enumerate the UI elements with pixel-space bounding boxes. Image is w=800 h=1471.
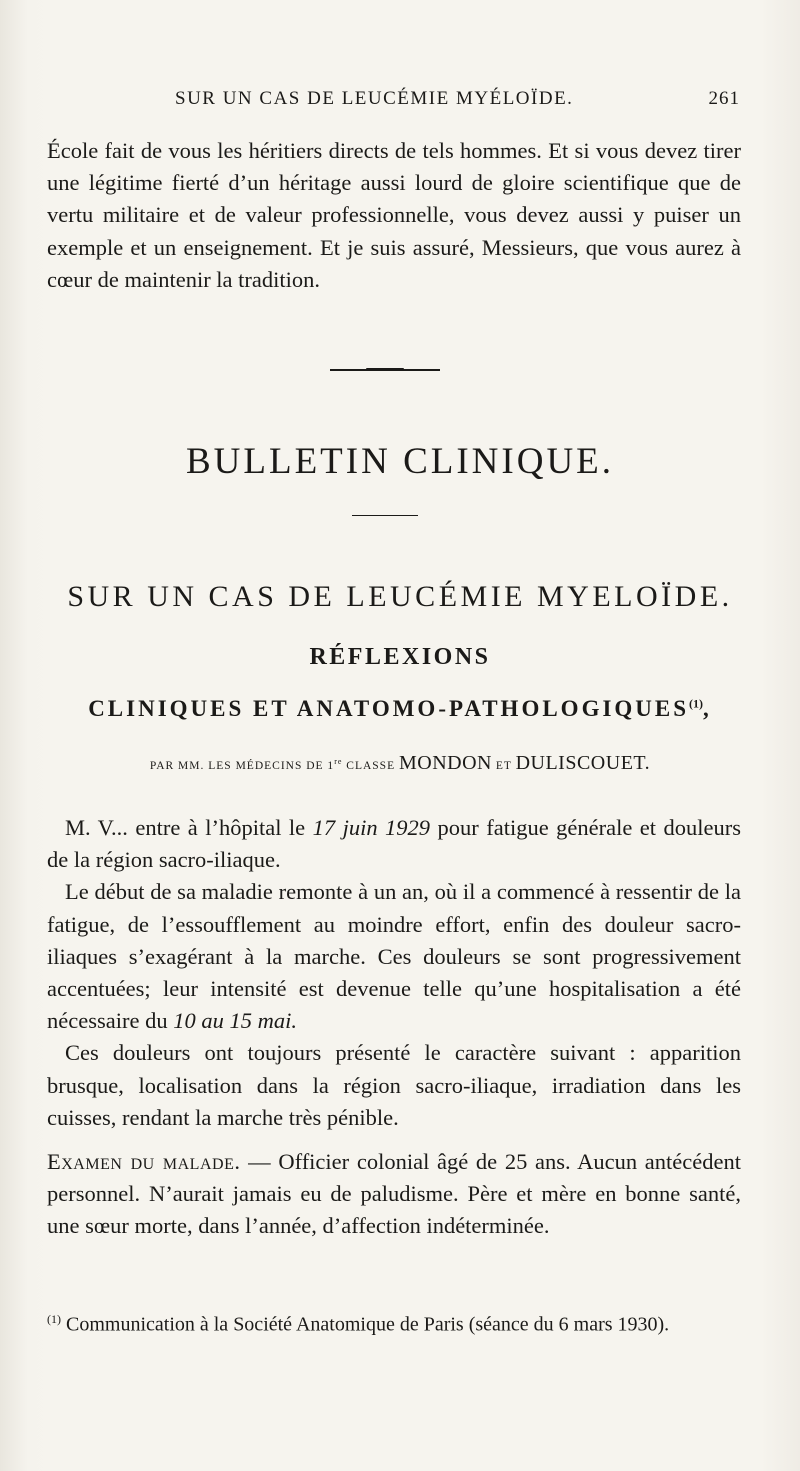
exam-heading: Examen du malade. <box>47 1149 241 1174</box>
byline-prefix: PAR MM. LES MÉDECINS DE 1 <box>149 760 335 772</box>
exam-text: — Officier colonial âgé de 25 ans. Aucun antécédent personnel. N’aurait jamais eu de paludisme. Père et mère en bonne santé, une sœur morte, dans l’année, d’affection indéterminée. <box>47 1149 741 1239</box>
case-paragraph-1 <box>47 812 741 876</box>
case-report <box>47 812 741 1134</box>
footnote <box>47 1304 741 1340</box>
page-number: 261 <box>708 88 740 109</box>
exam-section <box>47 1146 741 1243</box>
author-byline <box>0 752 800 775</box>
footnote-marker: (1) <box>47 1312 61 1326</box>
exam-paragraph <box>47 1146 741 1243</box>
case-p1-text-a: M. V... entre à l’hôpital le <box>65 815 313 840</box>
footnote-text: Communication à la Société Anatomique de Paris (séance du 6 mars 1930). <box>61 1313 670 1336</box>
article-subtitle-clinical: CLINIQUES ET ANATOMO-PATHOLOGIQUES$^{(1)}$, <box>88 696 712 721</box>
byline-and: ET <box>495 760 512 772</box>
case-p2-text: Le début de sa maladie remonte à un an, où il a commencé à ressentir de la fatigue, de l’essoufflement au moindre effort, enfin des douleur sacro-iliaques s’exagérant à la marche. Ces douleurs se sont progressivement accentuées; leur intensité est devenue telle qu’une hospitalisation a été nécessaire du <box>47 879 741 1034</box>
section-divider-ornament <box>330 369 440 371</box>
running-head-title: SUR UN CAS DE LEUCÉMIE MYÉLOÏDE. <box>175 88 574 109</box>
subtitle-text: CLINIQUES ET ANATOMO-PATHOLOGIQUES <box>88 696 690 721</box>
title-divider <box>352 515 418 516</box>
footnote-reference: (1) <box>689 696 704 711</box>
author-duliscouet: DULISCOUET. <box>515 752 651 774</box>
author-mondon: MONDON <box>398 752 492 774</box>
case-p1-text-b: pour fatigue générale et douleurs de la région sacro-iliaque. <box>47 815 741 873</box>
article-subtitle-reflexions: RÉFLEXIONS <box>309 644 491 670</box>
admission-date: 17 juin 1929 <box>312 815 431 840</box>
article-title: SUR UN CAS DE LEUCÉMIE MYELOÏDE. <box>67 580 733 613</box>
intro-paragraph: École fait de vous les héritiers directs de tels hommes. Et si vous devez tirer une légitime fierté d’un héritage aussi lourd de gloire scientifique que de vertu militaire et de valeur professionnelle, vous devez aussi y puiser un exemple et un enseignement. Et je suis assuré, Messieurs, que vous aurez à cœur de maintenir la tradition. <box>47 138 741 292</box>
case-paragraph-2 <box>47 876 741 1037</box>
bulletin-title: BULLETIN CLINIQUE. <box>185 441 615 482</box>
byline-ordinal: re <box>334 757 343 767</box>
hospitalisation-dates: 10 au 15 mai. <box>173 1008 297 1034</box>
case-paragraph-3: Ces douleurs ont toujours présenté le caractère suivant : apparition brusque, localisation dans la région sacro-iliaque, irradiation dans les cuisses, rendant la marche très pénible. <box>47 1040 741 1130</box>
byline-class: CLASSE <box>346 760 396 772</box>
